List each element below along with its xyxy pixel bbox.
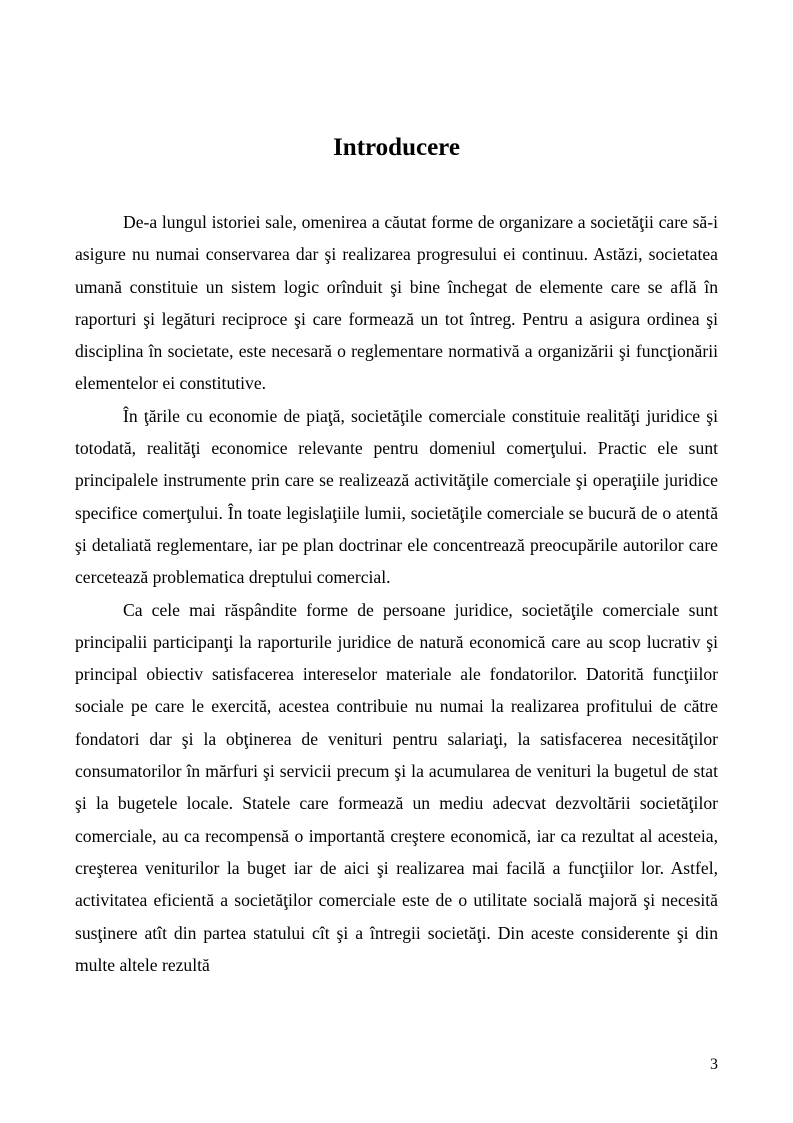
paragraph-3: Ca cele mai răspândite forme de persoane juridice, societăţile comerciale sunt principalii participanţi la raporturile juridice de natură economică care au scop lucrativ şi principal obiectiv satisfacerea intereselor materiale ale fondatorilor. Datorită funcţiilor sociale pe care le exercită, acestea contribuie nu numai la realizarea profitului de către fondatori dar şi la obţinerea de venituri pentru salariaţi, la satisfacerea necesităţilor consumatorilor în mărfuri şi servicii precum şi la acumularea de venituri la bugetul de stat şi la bugetele locale. Statele care formează un mediu adecvat dezvoltării societăţilor comerciale, au ca recompensă o importantă creştere economică, iar ca rezultat al acesteia, creşterea veniturilor la buget iar de aici şi realizarea mai facilă a funcţiilor lor. Astfel, activitatea eficientă a societăţilor comerciale este de o utilitate socială majoră şi necesită susţinere atît din partea statului cît şi a întregii societăţi. Din aceste considerente şi din multe altele rezultă [75, 599, 718, 975]
paragraph-1: De-a lungul istoriei sale, omenirea a căutat forme de organizare a societăţii care să-i asigure nu numai conservarea dar şi realizarea progresului ei continuu. Astăzi, societatea umană constituie un sistem logic orînduit şi bine închegat de elemente care se află în raporturi şi legături reciproce şi care formează un tot întreg. Pentru a asigura ordinea şi disciplina în societate, este necesară o reglementare normativă a organizării şi funcţionării elementelor ei constitutive. [75, 212, 718, 394]
page-number: 3 [710, 1056, 718, 1073]
paragraph-2: În ţările cu economie de piaţă, societăţile comerciale constituie realităţi juridice şi totodată, realităţi economice relevante pentru domeniul comerţului. Practic ele sunt principalele instrumente prin care se realizează activităţile comerciale şi operaţiile juridice specifice comerţului. În toate legislaţiile lumii, societăţile comerciale se bucură de o atentă şi detaliată reglementare, iar pe plan doctrinar ele concentrează preocupările autorilor care cercetează problematica dreptului comercial. [75, 405, 718, 588]
page-title: Introducere [333, 134, 460, 161]
body-text [75, 206, 718, 981]
